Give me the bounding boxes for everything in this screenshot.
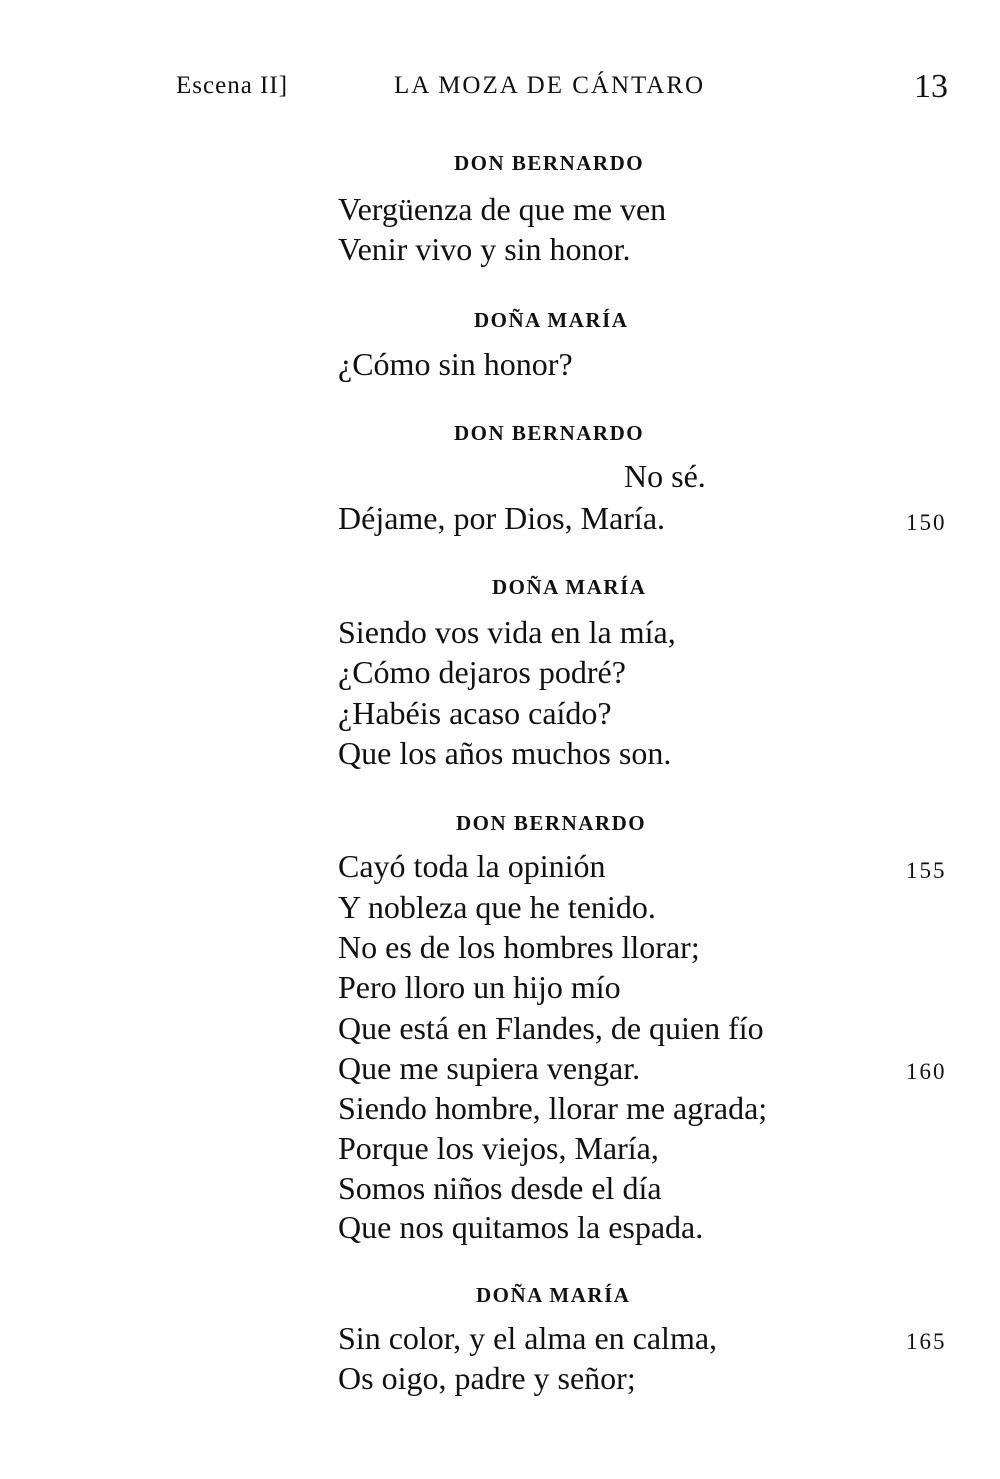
verse-line: Siendo vos vida en la mía, [338,614,676,650]
verse-line: Pero lloro un hijo mío [338,969,621,1005]
verse-line: Os oigo, padre y señor; [338,1360,636,1396]
page-number: 13 [914,68,948,105]
speaker-heading: DON BERNARDO [456,811,647,835]
verse-line: Sin color, y el alma en calma, [338,1320,718,1356]
line-number: 160 [906,1059,947,1084]
line-number: 155 [906,858,947,883]
speaker-heading: DON BERNARDO [454,151,645,175]
verse-line: Que nos quitamos la espada. [338,1209,704,1245]
running-header [0,68,1000,112]
verse-line: Cayó toda la opinión [338,848,606,884]
verse-line: Y nobleza que he tenido. [338,889,656,925]
verse-line: ¿Cómo dejaros podré? [338,654,626,690]
line-number: 165 [906,1329,947,1354]
verse-line: Somos niños desde el día [338,1170,662,1206]
speaker-heading: DOÑA MARÍA [474,308,629,332]
speaker-heading: DOÑA MARÍA [476,1283,631,1307]
speaker-heading: DON BERNARDO [454,421,645,445]
verse-line: Déjame, por Dios, María. [338,500,666,536]
play-title: LA MOZA DE CÁNTARO [394,72,706,99]
verse-line: Porque los viejos, María, [338,1130,659,1166]
speaker-heading: DOÑA MARÍA [492,575,647,599]
verse-line: Que me supiera vengar. [338,1050,641,1086]
verse-line: ¿Cómo sin honor? [338,346,573,382]
verse-line: Venir vivo y sin honor. [338,231,631,267]
scene-label: Escena II] [176,72,289,99]
verse-line: No es de los hombres llorar; [338,929,700,965]
verse-line: No sé. [624,458,706,494]
verse-line: Siendo hombre, llorar me agrada; [338,1090,768,1126]
verse-line: Vergüenza de que me ven [338,191,667,227]
verse-line: ¿Habéis acaso caído? [338,695,612,731]
verse-line: Que está en Flandes, de quien fío [338,1010,764,1046]
line-number: 150 [906,510,947,535]
verse-line: Que los años muchos son. [338,735,672,771]
